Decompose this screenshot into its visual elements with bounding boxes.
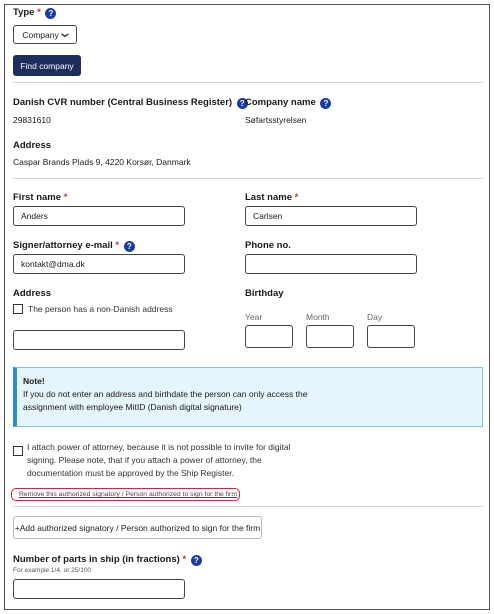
month-label: Month <box>306 312 330 322</box>
year-label: Year <box>245 312 263 322</box>
day-label: Day <box>367 312 383 322</box>
email-value: kontakt@dma.dk <box>21 259 85 269</box>
type-label-row <box>13 7 56 19</box>
help-icon[interactable]: ? <box>320 98 331 109</box>
find-company-button[interactable]: Find company <box>13 55 81 76</box>
help-icon[interactable]: ? <box>124 241 135 252</box>
note-title: Note! <box>23 376 45 386</box>
first-name-label-row <box>13 192 67 203</box>
first-name-label: First name <box>13 192 62 203</box>
power-of-attorney-line-3: documentation must be approved by the Ship Register. <box>27 468 234 478</box>
last-name-label-row <box>245 192 298 203</box>
divider <box>13 82 483 83</box>
company-name-value: Søfartsstyrelsen <box>245 115 307 125</box>
power-of-attorney-checkbox[interactable] <box>13 446 23 456</box>
add-signatory-button[interactable]: +Add authorized signatory / Person authorized to sign for the firm <box>13 516 262 539</box>
non-danish-address-label: The person has a non-Danish address <box>28 304 173 314</box>
cvr-value: 29831610 <box>13 115 51 125</box>
month-input[interactable] <box>306 325 354 348</box>
parts-label: Number of parts in ship (in fractions) <box>13 554 180 565</box>
company-address-value: Caspar Brands Plads 9, 4220 Korsør, Danmark <box>13 157 191 167</box>
day-input[interactable] <box>367 325 415 348</box>
note-box <box>13 367 483 427</box>
parts-example: For example 1/4, or 25/100 <box>13 567 92 574</box>
divider <box>13 178 483 179</box>
first-name-input[interactable] <box>13 206 185 226</box>
parts-label-row <box>13 554 202 566</box>
email-label-row <box>13 240 135 252</box>
required-mark: * <box>115 240 120 251</box>
note-line-2: assignment with employee MitID (Danish digital signature) <box>23 402 242 412</box>
company-address-label: Address <box>13 140 52 151</box>
required-mark: * <box>63 192 68 203</box>
email-label: Signer/attorney e-mail <box>13 240 113 251</box>
type-select[interactable] <box>13 25 77 44</box>
signer-address-input[interactable] <box>13 330 185 350</box>
form-container <box>4 4 490 610</box>
last-name-input[interactable] <box>245 206 417 226</box>
birthday-label: Birthday <box>245 288 284 299</box>
required-mark: * <box>37 7 41 18</box>
help-icon[interactable]: ? <box>45 8 56 19</box>
required-mark: * <box>182 554 187 565</box>
type-select-value: Company <box>22 29 59 40</box>
non-danish-address-checkbox[interactable] <box>13 304 23 314</box>
power-of-attorney-line-1: I attach power of attorney, because it is not possible to invite for digital <box>27 442 291 452</box>
email-input[interactable] <box>13 254 185 274</box>
phone-input[interactable] <box>245 254 417 274</box>
last-name-value: Carlsen <box>253 211 283 221</box>
divider <box>13 506 483 507</box>
phone-label: Phone no. <box>245 240 291 251</box>
first-name-value: Anders <box>21 211 48 221</box>
non-danish-address-row <box>13 304 173 314</box>
type-label: Type <box>13 7 35 18</box>
required-mark: * <box>294 192 299 203</box>
remove-signatory-label: Remove this authorized signatory / Person authorized to sign for the firm <box>19 491 237 498</box>
last-name-label: Last name <box>245 192 292 203</box>
company-name-label: Company name <box>245 97 316 108</box>
year-input[interactable] <box>245 325 293 348</box>
signer-address-label: Address <box>13 288 52 299</box>
cvr-label-row <box>13 97 248 109</box>
parts-input[interactable] <box>13 579 185 599</box>
power-of-attorney-text <box>27 441 291 480</box>
help-icon[interactable]: ? <box>191 555 202 566</box>
remove-signatory-link[interactable] <box>11 488 240 501</box>
power-of-attorney-line-2: signing. Please note, that if you attach a power of attorney, the <box>27 455 262 465</box>
cvr-label: Danish CVR number (Central Business Register) <box>13 97 233 108</box>
help-icon[interactable]: ? <box>237 98 248 109</box>
note-line-1: If you do not enter an address and birthdate the person can only access the <box>23 389 308 399</box>
company-name-label-row <box>245 97 331 109</box>
chevron-down-icon: ❯ <box>60 31 68 38</box>
